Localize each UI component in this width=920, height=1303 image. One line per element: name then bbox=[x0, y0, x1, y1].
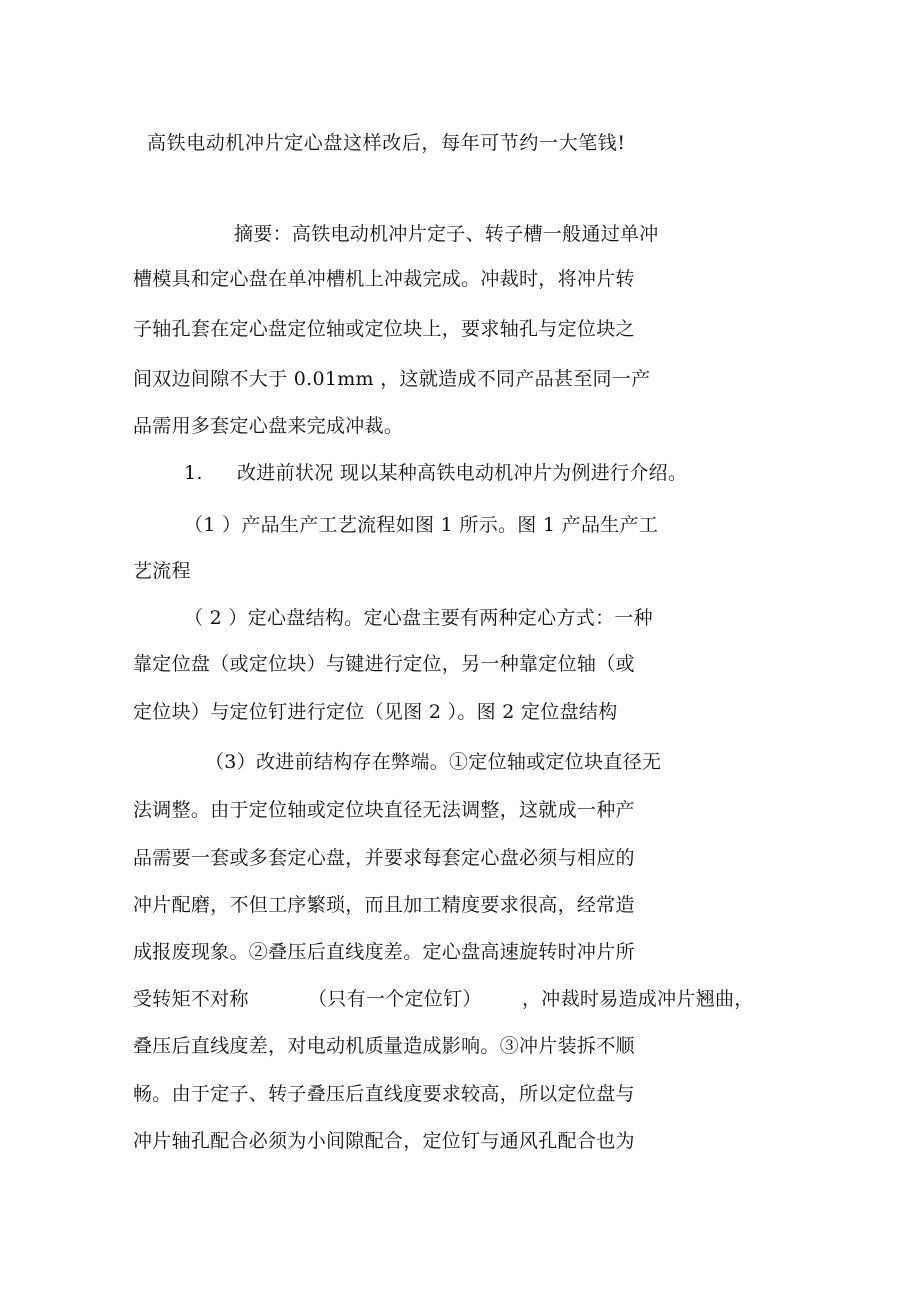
paragraph-3-line-2: 法调整。由于定位轴或定位块直径无法调整，这就成一种产 bbox=[133, 799, 635, 821]
section-heading: 改进前状况 现以某种高铁电动机冲片为例进行介绍。 bbox=[237, 462, 688, 484]
paragraph-3-line-6-part-2: （只有一个定位钉） bbox=[308, 988, 482, 1010]
abstract-line-2: 槽模具和定心盘在单冲槽机上冲裁完成。冲裁时，将冲片转 bbox=[133, 268, 635, 290]
paragraph-2-line-3: 定位块）与定位钉进行定位（见图 2 ）。图 2 定位盘结构 bbox=[133, 701, 618, 723]
paragraph-2-line-2: 靠定位盘（或定位块）与键进行定位，另一种靠定位轴（或 bbox=[133, 653, 635, 675]
paragraph-3-line-1: （3）改进前结构存在弊端。①定位轴或定位块直径无 bbox=[205, 751, 662, 773]
abstract-line-4: 间双边间隙不大于 0.01mm ，这就造成不同产品甚至同一产 bbox=[133, 368, 651, 390]
paragraph-3-line-5: 成报废现象。②叠压后直线度差。定心盘高速旋转时冲片所 bbox=[133, 941, 635, 963]
document-title: 高铁电动机冲片定心盘这样改后，每年可节约一大笔钱! bbox=[147, 132, 626, 154]
paragraph-3-line-9: 冲片轴孔配合必须为小间隙配合，定位钉与通风孔配合也为 bbox=[133, 1130, 635, 1152]
paragraph-1-line-1: （1 ）产品生产工艺流程如图 1 所示。图 1 产品生产工 bbox=[184, 514, 659, 536]
section-number: 1. bbox=[184, 462, 203, 484]
paragraph-3-line-4: 冲片配磨，不但工序繁琐，而且加工精度要求很高，经常造 bbox=[133, 894, 635, 916]
paragraph-2-line-1: （ 2 ）定心盘结构。定心盘主要有两种定心方式：一种 bbox=[184, 607, 653, 629]
paragraph-3-line-8: 畅。由于定子、转子叠压后直线度要求较高，所以定位盘与 bbox=[133, 1083, 635, 1105]
paragraph-3-line-3: 品需要一套或多套定心盘，并要求每套定心盘必须与相应的 bbox=[133, 847, 635, 869]
paragraph-3-line-7: 叠压后直线度差，对电动机质量造成影响。③冲片装拆不顺 bbox=[133, 1035, 635, 1057]
paragraph-3-line-6-part-3: ，冲裁时易造成冲片翘曲， bbox=[522, 988, 754, 1010]
abstract-line-5: 品需用多套定心盘来完成冲裁。 bbox=[133, 415, 404, 437]
abstract-line-3: 子轴孔套在定心盘定位轴或定位块上，要求轴孔与定位块之 bbox=[133, 318, 635, 340]
paragraph-1-line-2: 艺流程 bbox=[133, 560, 191, 582]
abstract-line-1: 摘要：高铁电动机冲片定子、转子槽一般通过单冲 bbox=[234, 223, 659, 245]
paragraph-3-line-6-part-1: 受转矩不对称 bbox=[133, 988, 249, 1010]
